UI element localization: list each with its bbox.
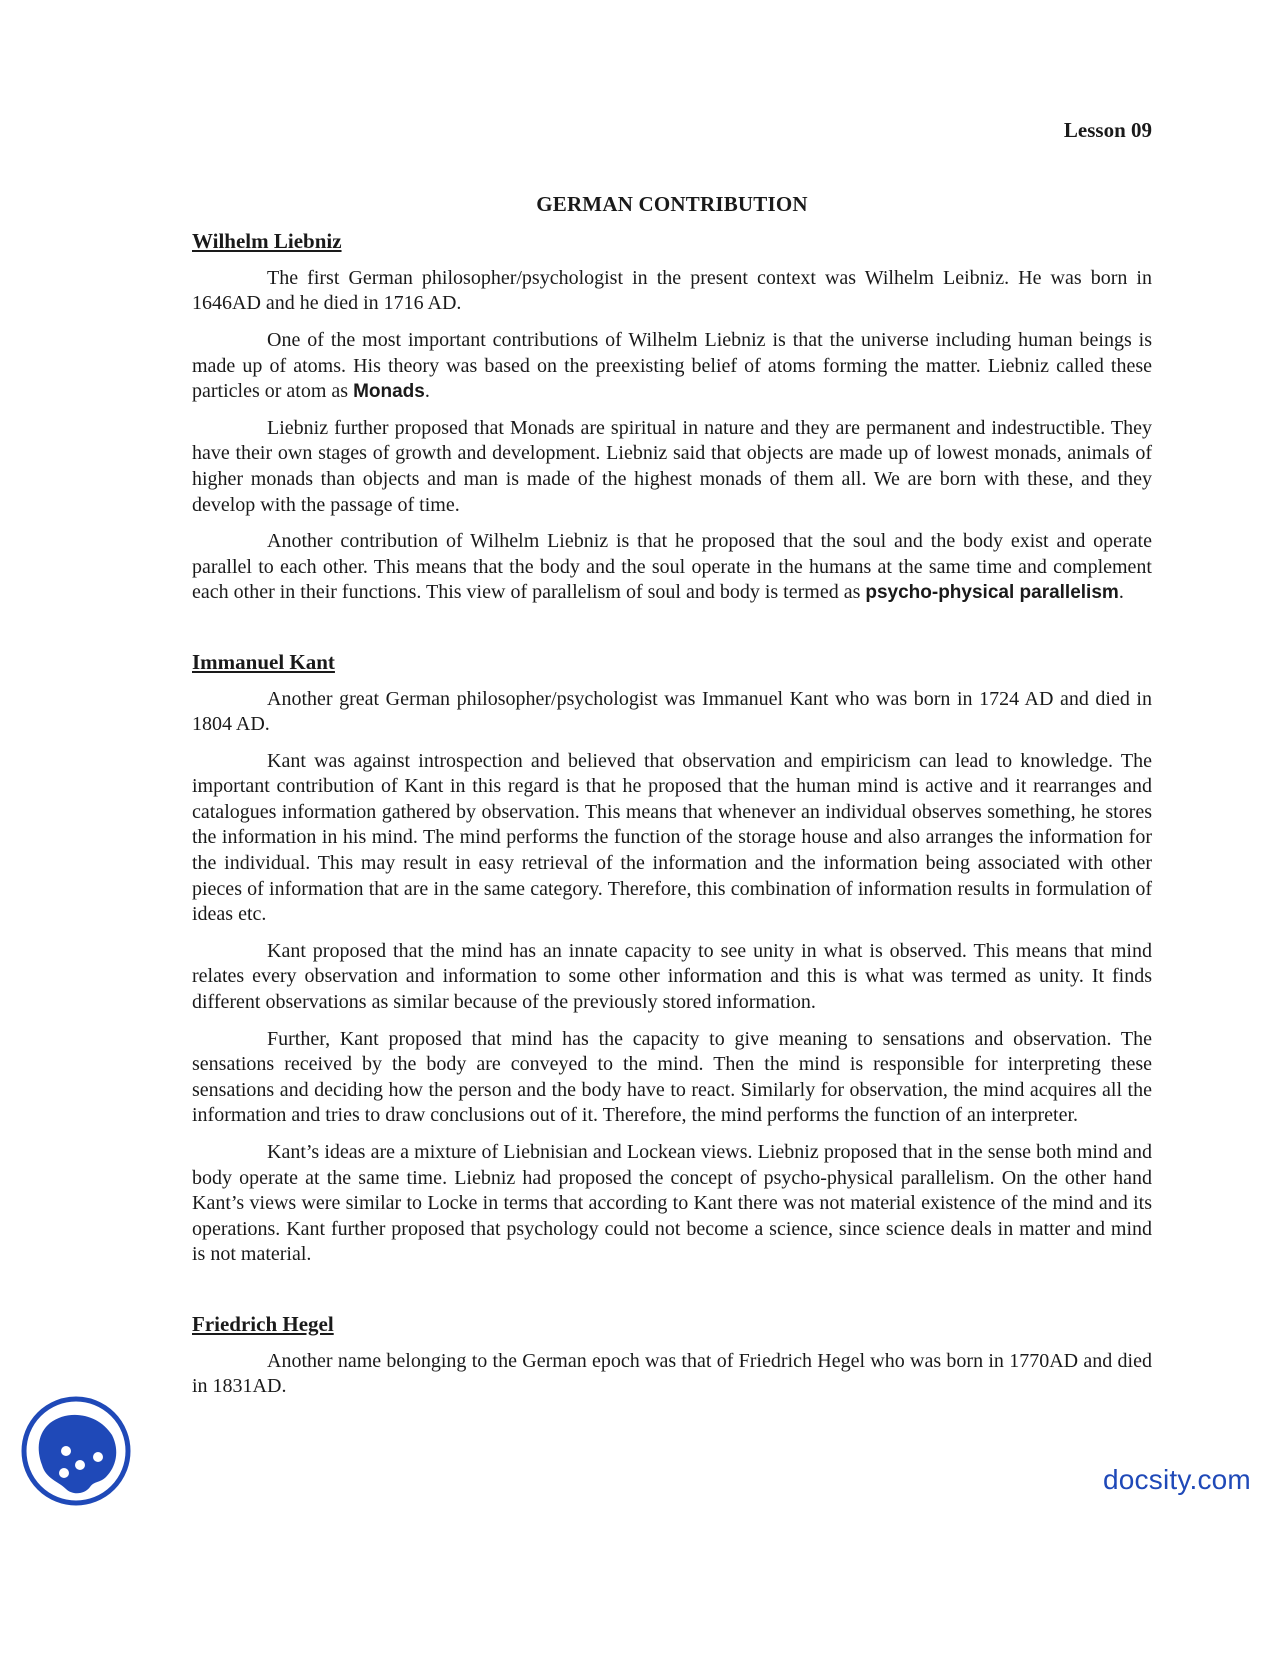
document-page [192,112,1152,1400]
paragraph: Kant proposed that the mind has an innate capacity to see unity in what is observed. This means that mind relates every observation and information to some other information and this is what was termed as unity. It finds different observations as similar because of the previously stored information. [192,939,1152,1014]
lesson-label: Lesson 09 [1063,118,1152,142]
paragraph: Kant’s ideas are a mixture of Liebnisian and Lockean views. Liebniz proposed that in the sense both mind and body operate at the same time. Liebniz had proposed the concept of psycho-physical parallelism. On the other hand Kant’s views were similar to Locke in terms that according to Kant there was not material existence of the mind and its operations. Kant further proposed that psychology could not become a science, since science deals in matter and mind is not material. [192,1141,1152,1266]
paragraph: Kant was against introspection and believed that observation and empiricism can lead to knowledge. The important contribution of Kant in this regard is that he proposed that the human mind is active and it rearranges and catalogues information gathered by observation. This means that whenever an individual observes something, he stores the information in his mind. The mind performs the function of the storage house and also arranges the information for the individual. This may result in easy retrieval of the information and the information being associated with other pieces of information that are in the same category. Therefore, this combination of information results in formulation of ideas etc. [192,749,1152,926]
paragraph [192,529,1152,606]
paragraph-text: Another contribution of Wilhelm Liebniz is that he proposed that the soul and the body exist and operate parallel to each other. This means that the body and the soul operate in the humans at the same time and complement each other in their functions. This view of parallelism of soul and body is termed as [192,530,1152,604]
page-title: GERMAN CONTRIBUTION [536,191,808,216]
docsity-brand[interactable]: docsity.com [1103,1464,1251,1495]
section-heading-hegel: Friedrich Hegel [192,1311,334,1336]
bold-term-monads: Monads [353,381,425,403]
paragraph: Another great German philosopher/psychologist was Immanuel Kant who was born in 1724 AD and died in 1804 AD. [192,687,1152,736]
paragraph-text: One of the most important contributions of Wilhelm Liebniz is that the universe including human beings is made up of atoms. His theory was based on the preexisting belief of atoms forming the matter. Liebniz called these particles or atom as [192,328,1152,403]
section-heading-kant: Immanuel Kant [192,649,335,674]
section-heading-liebniz: Wilhelm Liebniz [192,229,342,254]
punctuation: . [424,380,430,403]
paragraph: The first German philosopher/psychologist in the present context was Wilhelm Leibniz. He was born in 1646AD and he died in 1716 AD. [192,266,1152,315]
paragraph: Further, Kant proposed that mind has the capacity to give meaning to sensations and observation. The sensations received by the body are conveyed to the mind. Then the mind is responsible for interpreting these sensations and deciding how the person and the body have to react. Similarly for observation, the mind acquires all the information and tries to draw conclusions out of it. Therefore, the mind performs the function of an interpreter. [192,1027,1152,1127]
punctuation: . [1118,581,1124,604]
bold-term-psycho-physical-parallelism: psycho-physical parallelism [865,582,1119,604]
paragraph: Another name belonging to the German epoch was that of Friedrich Hegel who was born in 1770AD and died in 1831AD. [192,1349,1152,1398]
paragraph: Liebniz further proposed that Monads are spiritual in nature and they are permanent and indestructible. They have their own stages of growth and development. Liebniz said that objects are made up of lowest monads, animals of higher monads than objects and man is made of the highest monads of them all. We are born with these, and they develop with the passage of time. [192,416,1152,516]
paragraph [192,328,1152,405]
docsity-logo-icon [20,1395,132,1507]
